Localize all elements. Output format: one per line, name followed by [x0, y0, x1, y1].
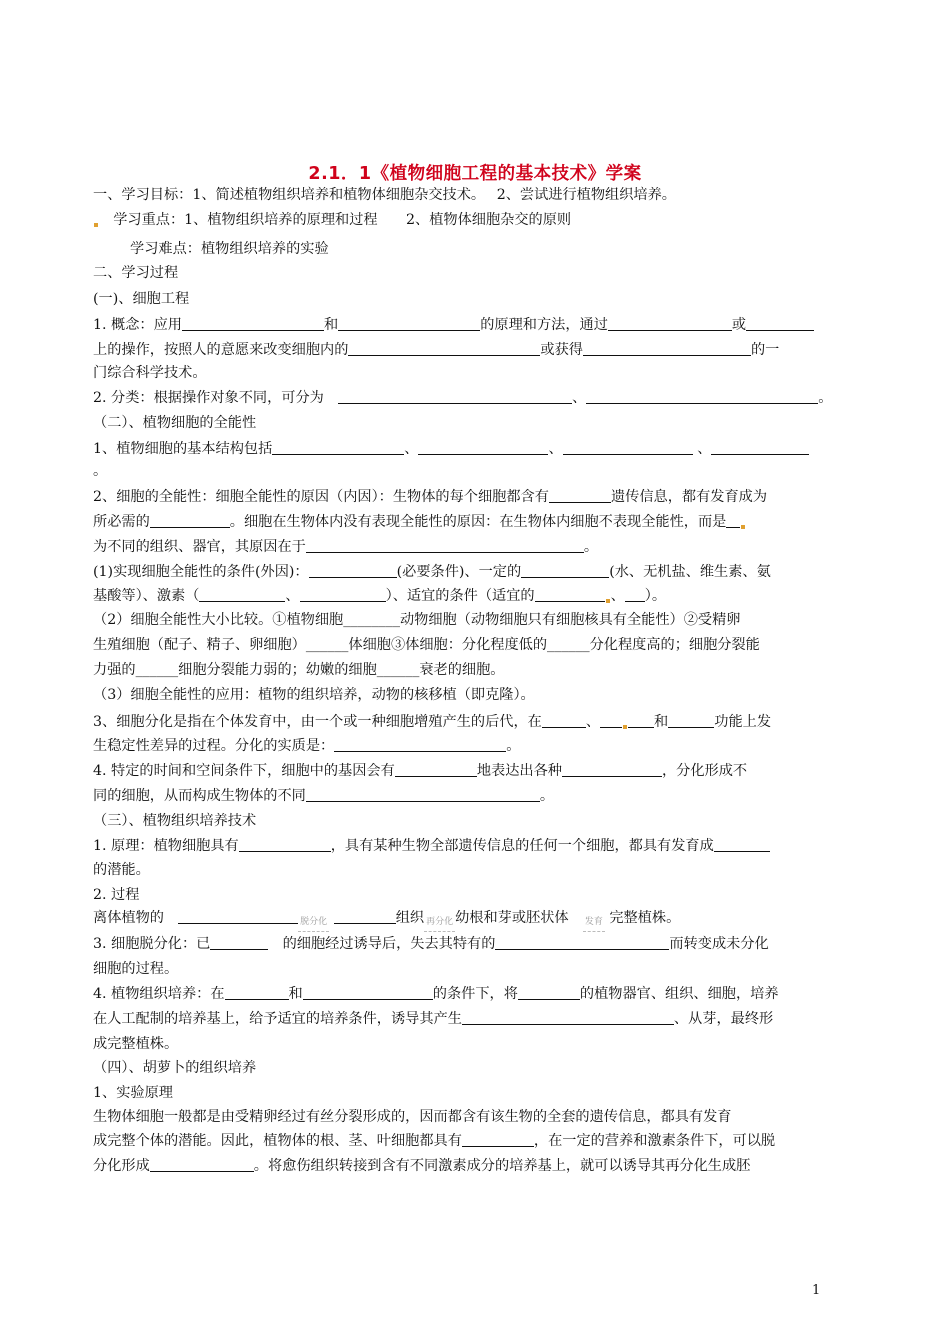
page-title: 2.1．1《植物细胞工程的基本技术》学案: [308, 164, 642, 184]
text-line: 基酸等）、激素（ 、 ）、适宜的条件（适宜的 、 ）。: [93, 588, 667, 604]
text-line: 3、细胞分化是指在个体发育中，由一个或一种细胞增殖产生的后代，在 、 和 功能上发: [93, 714, 772, 730]
text-line: 上的操作，按照人的意愿来改变细胞内的 或获得 的一: [93, 342, 780, 358]
text-line: 分化形成 。将愈伤组织转接到含有不同激素成分的培养基上，就可以诱导其再分化生成胚: [93, 1158, 751, 1174]
page-number: 1: [812, 1283, 821, 1298]
text-line: 同的细胞，从而构成生物体的不同 。: [93, 788, 555, 804]
text-line: 2、细胞的全能性：细胞全能性的原因（内因）：生物体的每个细胞都含有 遗传信息，都有发育成为: [93, 489, 768, 505]
text-line: 1. 概念：应用 和 的原理和方法，通过 或: [93, 316, 853, 334]
text-line: 细胞的过程。: [93, 961, 179, 977]
text-line: 。: [93, 463, 108, 479]
text-line: 成完整植株。: [93, 1036, 179, 1052]
text-line: 3. 细胞脱分化：已 的细胞经过诱导后，失去其特有的 而转变成未分化: [93, 936, 769, 952]
process-arrow: 发育: [583, 913, 605, 932]
process-arrow: 脱分化: [298, 913, 329, 932]
subsection-heading: （三）、植物组织培养技术: [93, 813, 257, 829]
text-line: 离体植物的 脱分化 组织 再分化 幼根和芽或胚状体 发育 完整植株。: [93, 909, 853, 932]
subsection-heading: （二）、植物细胞的全能性: [93, 415, 257, 431]
marker-dot: [623, 725, 627, 729]
marker-dot: [741, 525, 745, 529]
key-points-line: 学习重点：1、植物组织培养的原理和过程 2、植物体细胞杂交的原则: [93, 211, 853, 229]
text-line: 在人工配制的培养基上，给予适宜的培养条件，诱导其产生 、从芽，最终形: [93, 1011, 774, 1027]
text-line: (1)实现细胞全能性的条件(外因)： (必要条件)、一定的 (水、无机盐、维生素、氨: [93, 564, 771, 580]
text-line: 的潜能。: [93, 862, 150, 878]
section-heading: 二、学习过程: [93, 265, 179, 281]
text-line: 4. 特定的时间和空间条件下，细胞中的基因会有 地表达出各种 ，分化形成不: [93, 763, 748, 779]
text-line: 生物体细胞一般都是由受精卵经过有丝分裂形成的，因而都含有该生物的全套的遗传信息，都具有发育: [93, 1109, 732, 1125]
difficulty-line: 学习难点：植物组织培养的实验: [130, 241, 329, 257]
text-line: 成完整个体的潜能。因此，植物体的根、茎、叶细胞都具有 ，在一定的营养和激素条件下，可以脱: [93, 1133, 776, 1149]
text-line: （3）细胞全能性的应用：植物的组织培养，动物的核移植（即克隆）。: [93, 687, 535, 703]
text-line: 2. 分类：根据操作对象不同，可分为 、 。: [93, 390, 833, 406]
text-line: 2. 过程: [93, 887, 140, 903]
text-line: （2）细胞全能性大小比较。①植物细胞________动物细胞（动物细胞只有细胞核具有全能性）②受精卵: [93, 612, 741, 628]
text-line: 1、植物细胞的基本结构包括 、 、 、: [93, 440, 853, 458]
text-line: 1、实验原理: [93, 1085, 173, 1101]
text-line: 生稳定性差异的过程。分化的实质是： 。: [93, 738, 521, 754]
subsection-heading: （四）、胡萝卜的组织培养: [93, 1060, 257, 1076]
marker-dot: [94, 223, 98, 227]
text-line: 所必需的 。细胞在生物体内没有表现全能性的原因：在生物体内细胞不表现全能性，而是: [93, 513, 853, 531]
goals-line: 一、学习目标：1、简述植物组织培养和植物体细胞杂交技术。 2、尝试进行植物组织培养。: [93, 187, 676, 203]
process-arrow: 再分化: [424, 913, 455, 932]
text-line: 生殖细胞（配子、精子、卵细胞）______体细胞③体细胞：分化程度低的______分化程度高的；细胞分裂能: [93, 637, 760, 653]
text-line: 4. 植物组织培养：在 和 的条件下，将 的植物器官、组织、细胞，培养: [93, 986, 779, 1002]
marker-dot: [606, 599, 610, 603]
text-line: 1. 原理：植物细胞具有 ，具有某种生物全部遗传信息的任何一个细胞，都具有发育成: [93, 837, 853, 855]
text-line: 力强的______细胞分裂能力弱的；幼嫩的细胞______衰老的细胞。: [93, 662, 505, 678]
text-line: 为不同的组织、器官，其原因在于 。: [93, 539, 599, 555]
text-line: 门综合科学技术。: [93, 365, 207, 381]
subsection-heading: (一)、细胞工程: [93, 291, 190, 307]
